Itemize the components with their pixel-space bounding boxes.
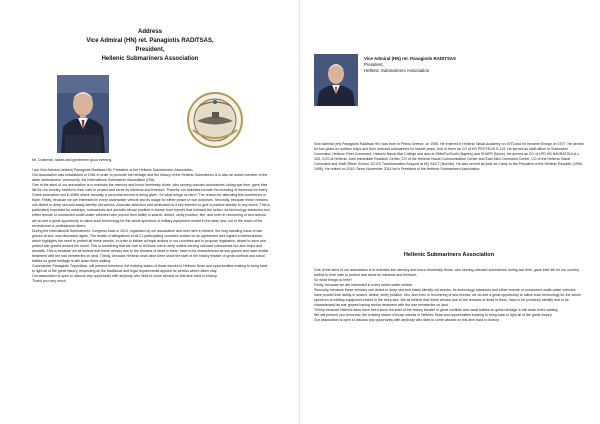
right-page [300, 0, 600, 424]
body-paragraph: Commander Panagiotis Tripontikas, will present tomorrow, the existing status of those wrecks in Hellenic Seas and opportunities existing to bring back to light all of the great history, respecting all the traditional and legal requirements applied for wrecks where fallen stay. [32, 263, 268, 273]
portrait-photo-small-drawing [314, 54, 358, 106]
body-paragraph: Our Association was established in 1981 in order to promote the heritage and the history of the Hellenic Submarines & is also an active member of the wider submariners' community, the International Submariner Association (ISA). [32, 173, 268, 183]
title-line-role: President, [135, 47, 165, 53]
section-paragraph: One of the aims of our association is to maintain the memory and honor timelessly those, who serving onboard submarines during war time, gave their life for our country, faithful to their oath to protect and serve its interests and freedom. [314, 268, 580, 278]
body-paragraph: Our association is open to discuss any opportunity with anybody who likes to come aboard on this dive back to history. [32, 274, 218, 279]
portrait-photo [57, 75, 109, 153]
body-paragraph: Thank you very much [32, 279, 66, 284]
section-paragraph: Firstly, because we are interested in every under-water vehicle. [314, 283, 414, 288]
section-paragraph: Secondly, because these vehicles can detect in deep sea and easily identify old wrecks. As technology advances and either remote or unmanned under-water vehicles have proved their ability in search, detect, verify position, film, and even in recovering of sea wrecks, we do see a great opportunity to utilize such technology for the whole spectrum of military equipment rested in the deep sea. We all believe that these wrecks due to the remains of dead in them, have to be positively identify and to be characterized as war graves having similar treatment with the war cemeteries on land. [314, 288, 581, 308]
section-paragraph: Our association is open to discuss any opportunity with anybody who likes to come aboard on this dive back to history. [314, 318, 500, 323]
body-paragraph: During the International Submariners' Congress back in 2014, organized by our association and held here in Athens, the long standing issue of war graves at sea, was discussed again. The heads of delegations of all 21 participating countries arrived on an agreement and signed a memorandum which highlights the need to protect all these wrecks, in order to initiate all legal actions in our countries and to propose legislation, aimed to save and protect war graves around the world. This is something that we owe to all those lost in deep waters serving onboard submarines but also ships and aircrafts. This is because we all believe that these wrecks due to the remains of dead in them, have to be characterized as war graves and have similar treatment with the war cemeteries on land. Thirdly, because Hellenic seas have been since the start of the history theater of great conflicts and naval battles so great heritage is still down there waiting. [32, 228, 269, 263]
section-paragraph: So what brings us here? [314, 278, 353, 283]
title-line-address: Address [137, 29, 162, 35]
caption-role: President, [364, 62, 384, 68]
photo-caption [364, 56, 564, 75]
emblem-drawing [183, 90, 247, 150]
title-line-name: Vice Admiral (HN) ret. Panagiotis RADITSAS, [86, 38, 214, 44]
title-line-association: Hellenic Submariners Association [101, 56, 199, 62]
body-paragraph: One of the aims of our association is to maintain the memory and honor timelessly those, who serving onboard submarines during war time, gave their life for our country, faithful to their oath to protect and serve its interests and freedom. Therefor our activities include the founding of memorial for every Greek submarine lost in WWII where annually a memorial service is being given. So what brings us here? The reason for attending this conference is triple. Firstly, because we are interested in every underwater vehicle and its usage for either peace or war purposes. Secondly, because these vehicles can detect in deep sea and easily identify old wrecks. Accurate detection and verification is a key element to give a positive identity to any wreck. This is particularly important for warships, submarines and aircrafts whose position is known from reports that followed the action. As technology advances and either remote or unmanned under-water vehicles have proved their ability in search, detect, verify position, film, and even in recovering of sea wrecks, we do see a great opportunity to utilize such technology for the whole spectrum of military equipment rested in the deep sea, out of the reach of the recreational or professional divers. [32, 183, 270, 228]
association-body [314, 268, 584, 324]
biography-text: Vice Admiral (ret) Panagiotis Raditsas HN, was born in Pireus Greece, on 1955. He entered in Hellenic Naval Academy on 1973 and he became Ensign on 1977. He served for two years on surface ships and then onboard submarines for twelve years, four of them as CO of HS PROTEUS S-113. He served as staff officer in Submarine Command, Hellenic Fleet Command, Hellenic Naval War College and also at SHileForSouth (Naples) and SHAPE (Mons). He served as CO of LPD HS NAVRATOULA L-153, COS at Hellenic Joint Immediate Reaction Center, CO of the Hellenic Naval Communication Center and East Med Command Center, CO of the Hellenic Naval Command and Staff Officer School, DCOS Transformation Support at HQ SACT (Norfolk). He also served as Aide de Camp to the President of the Hellenic Republic (1990-1995). He retired on 2010. Since November 2014 he is President of the Hellenic Submariners Association. [314, 142, 584, 172]
submariners-emblem [183, 90, 247, 150]
body-paragraph: Mr. Chairman, ladies and gentlemen good evening, [32, 158, 113, 162]
address-body [32, 158, 270, 284]
section-heading: Hellenic Submariners Association [403, 252, 495, 258]
portrait-photo-small [314, 54, 358, 106]
caption-name: Vice Admiral (HN) ret. Panagiotis RADITSAS [364, 56, 456, 61]
address-title [40, 28, 260, 64]
section-paragraph: Thirdly because Hellenic seas have been since the start of the history theater of great conflicts and naval battles so great heritage is still down there waiting. [314, 308, 559, 313]
body-paragraph: I am Vice Admiral (retired) Panagiotis Raditsas HN, President of the Hellenic Submariners' Association. [32, 168, 194, 173]
portrait-photo-drawing [57, 75, 109, 153]
section-paragraph: We will present you tomorrow, the existing status of those wrecks in Hellenic Seas and opportunities existing to bring back to light all of the great history. [314, 313, 553, 318]
caption-association: Hellenic Submariners Association [364, 68, 430, 74]
